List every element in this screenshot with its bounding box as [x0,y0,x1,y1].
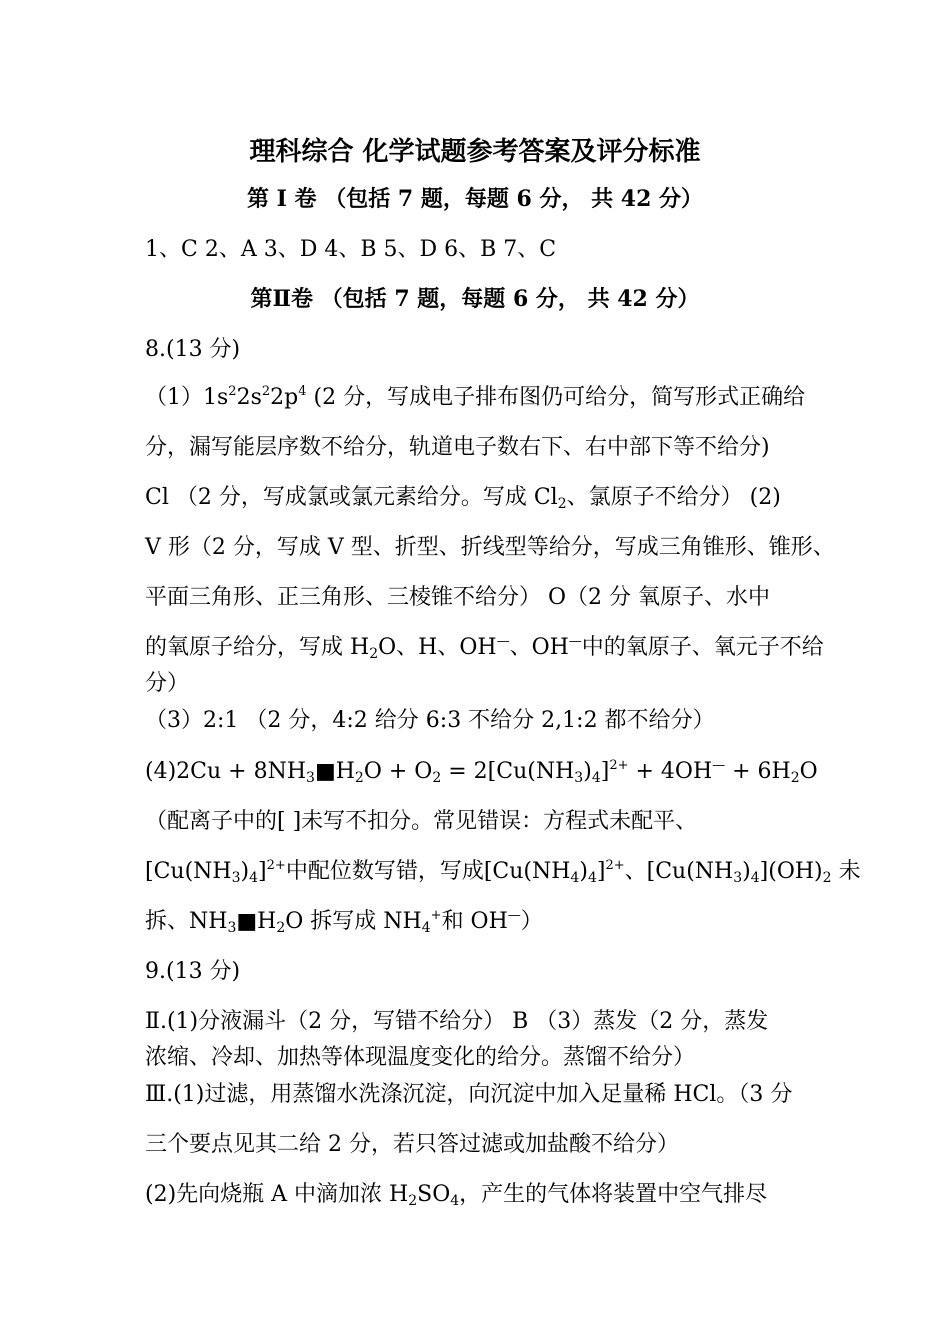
answers-line: 1、C 2、A 3、D 4、B 5、D 6、B 7、C [145,237,557,262]
q8-note-3: 拆、$NH_3■H_2O$ 拆写成 $NH_4^+$和 OH—） [145,908,543,936]
section-1-heading: 第 I 卷 （包括 7 题，每题 6 分， 共 42 分） [246,186,704,212]
q8-line-2: 分，漏写能层序数不给分，轨道电子数右下、右中部下等不给分) [145,435,770,460]
q8-line-4: V 形（2 分，写成 V 型、折型、折线型等给分，写成三角锥形、锥形、 [145,535,835,560]
q8-note-2: $[Cu(NH_3)_4]^{2+}$中配位数写错，写成$[Cu(NH_4)_4]^{2+}$、$[Cu(NH_3)_4](OH)_2$ 未 [145,858,861,886]
q9-header: 9.(13 分) [145,959,241,984]
q9-line-4: 三个要点见其二给 2 分，若只答过滤或加盐酸不给分） [145,1132,679,1157]
q9-line-2: 浓缩、冷却、加热等体现温度变化的给分。蒸馏不给分） [145,1045,696,1070]
q9-line-3: Ⅲ.(1)过滤，用蒸馏水洗涤沉淀，向沉淀中加入足量稀 HCl。（3 分 [145,1082,793,1107]
q8-line-3: Cl （2 分，写成氯或氯元素给分。写成 $Cl_2$、氯原子不给分） (2) [145,485,781,512]
q9-line-5: (2)先向烧瓶 A 中滴加浓 $H_2SO_4$，产生的气体将装置中空气排尽 [145,1182,768,1209]
q8-line-6: 的氧原子给分，写成 $H_2O$、H、OH—、OH—中的氧原子、氧元子不给 [145,634,824,662]
section-2-heading: 第Ⅱ卷 （包括 7 题，每题 6 分， 共 42 分） [250,286,700,312]
q8-header: 8.(13 分) [145,337,241,362]
q8-line-1: $(1)1s^22s^22p^4$ (2 分，写成电子排布图仍可给分，简写形式正确给 [145,384,806,410]
q8-line-7: 分） [145,671,190,696]
q9-line-1: Ⅱ.(1)分液漏斗（2 分，写错不给分） B （3）蒸发（2 分，蒸发 [145,1009,769,1034]
q8-line-8: （3）2:1 （2 分，4:2 给分 6:3 不给分 2,1:2 都不给分） [145,708,715,733]
q8-note-1: （配离子中的[ ]未写不扣分。常见错误：方程式未配平、 [145,809,698,834]
page-title: 理科综合 化学试题参考答案及评分标准 [249,137,701,167]
q8-line-5: 平面三角形、正三角形、三棱锥不给分） O（2 分 氧原子、水中 [145,585,771,610]
q8-equation: $(4)2Cu + 8NH_3■H_2O + O_2 = 2[Cu(NH_3)_4]^{2+} + 4OH^— + 6H_2O$ [145,758,818,786]
